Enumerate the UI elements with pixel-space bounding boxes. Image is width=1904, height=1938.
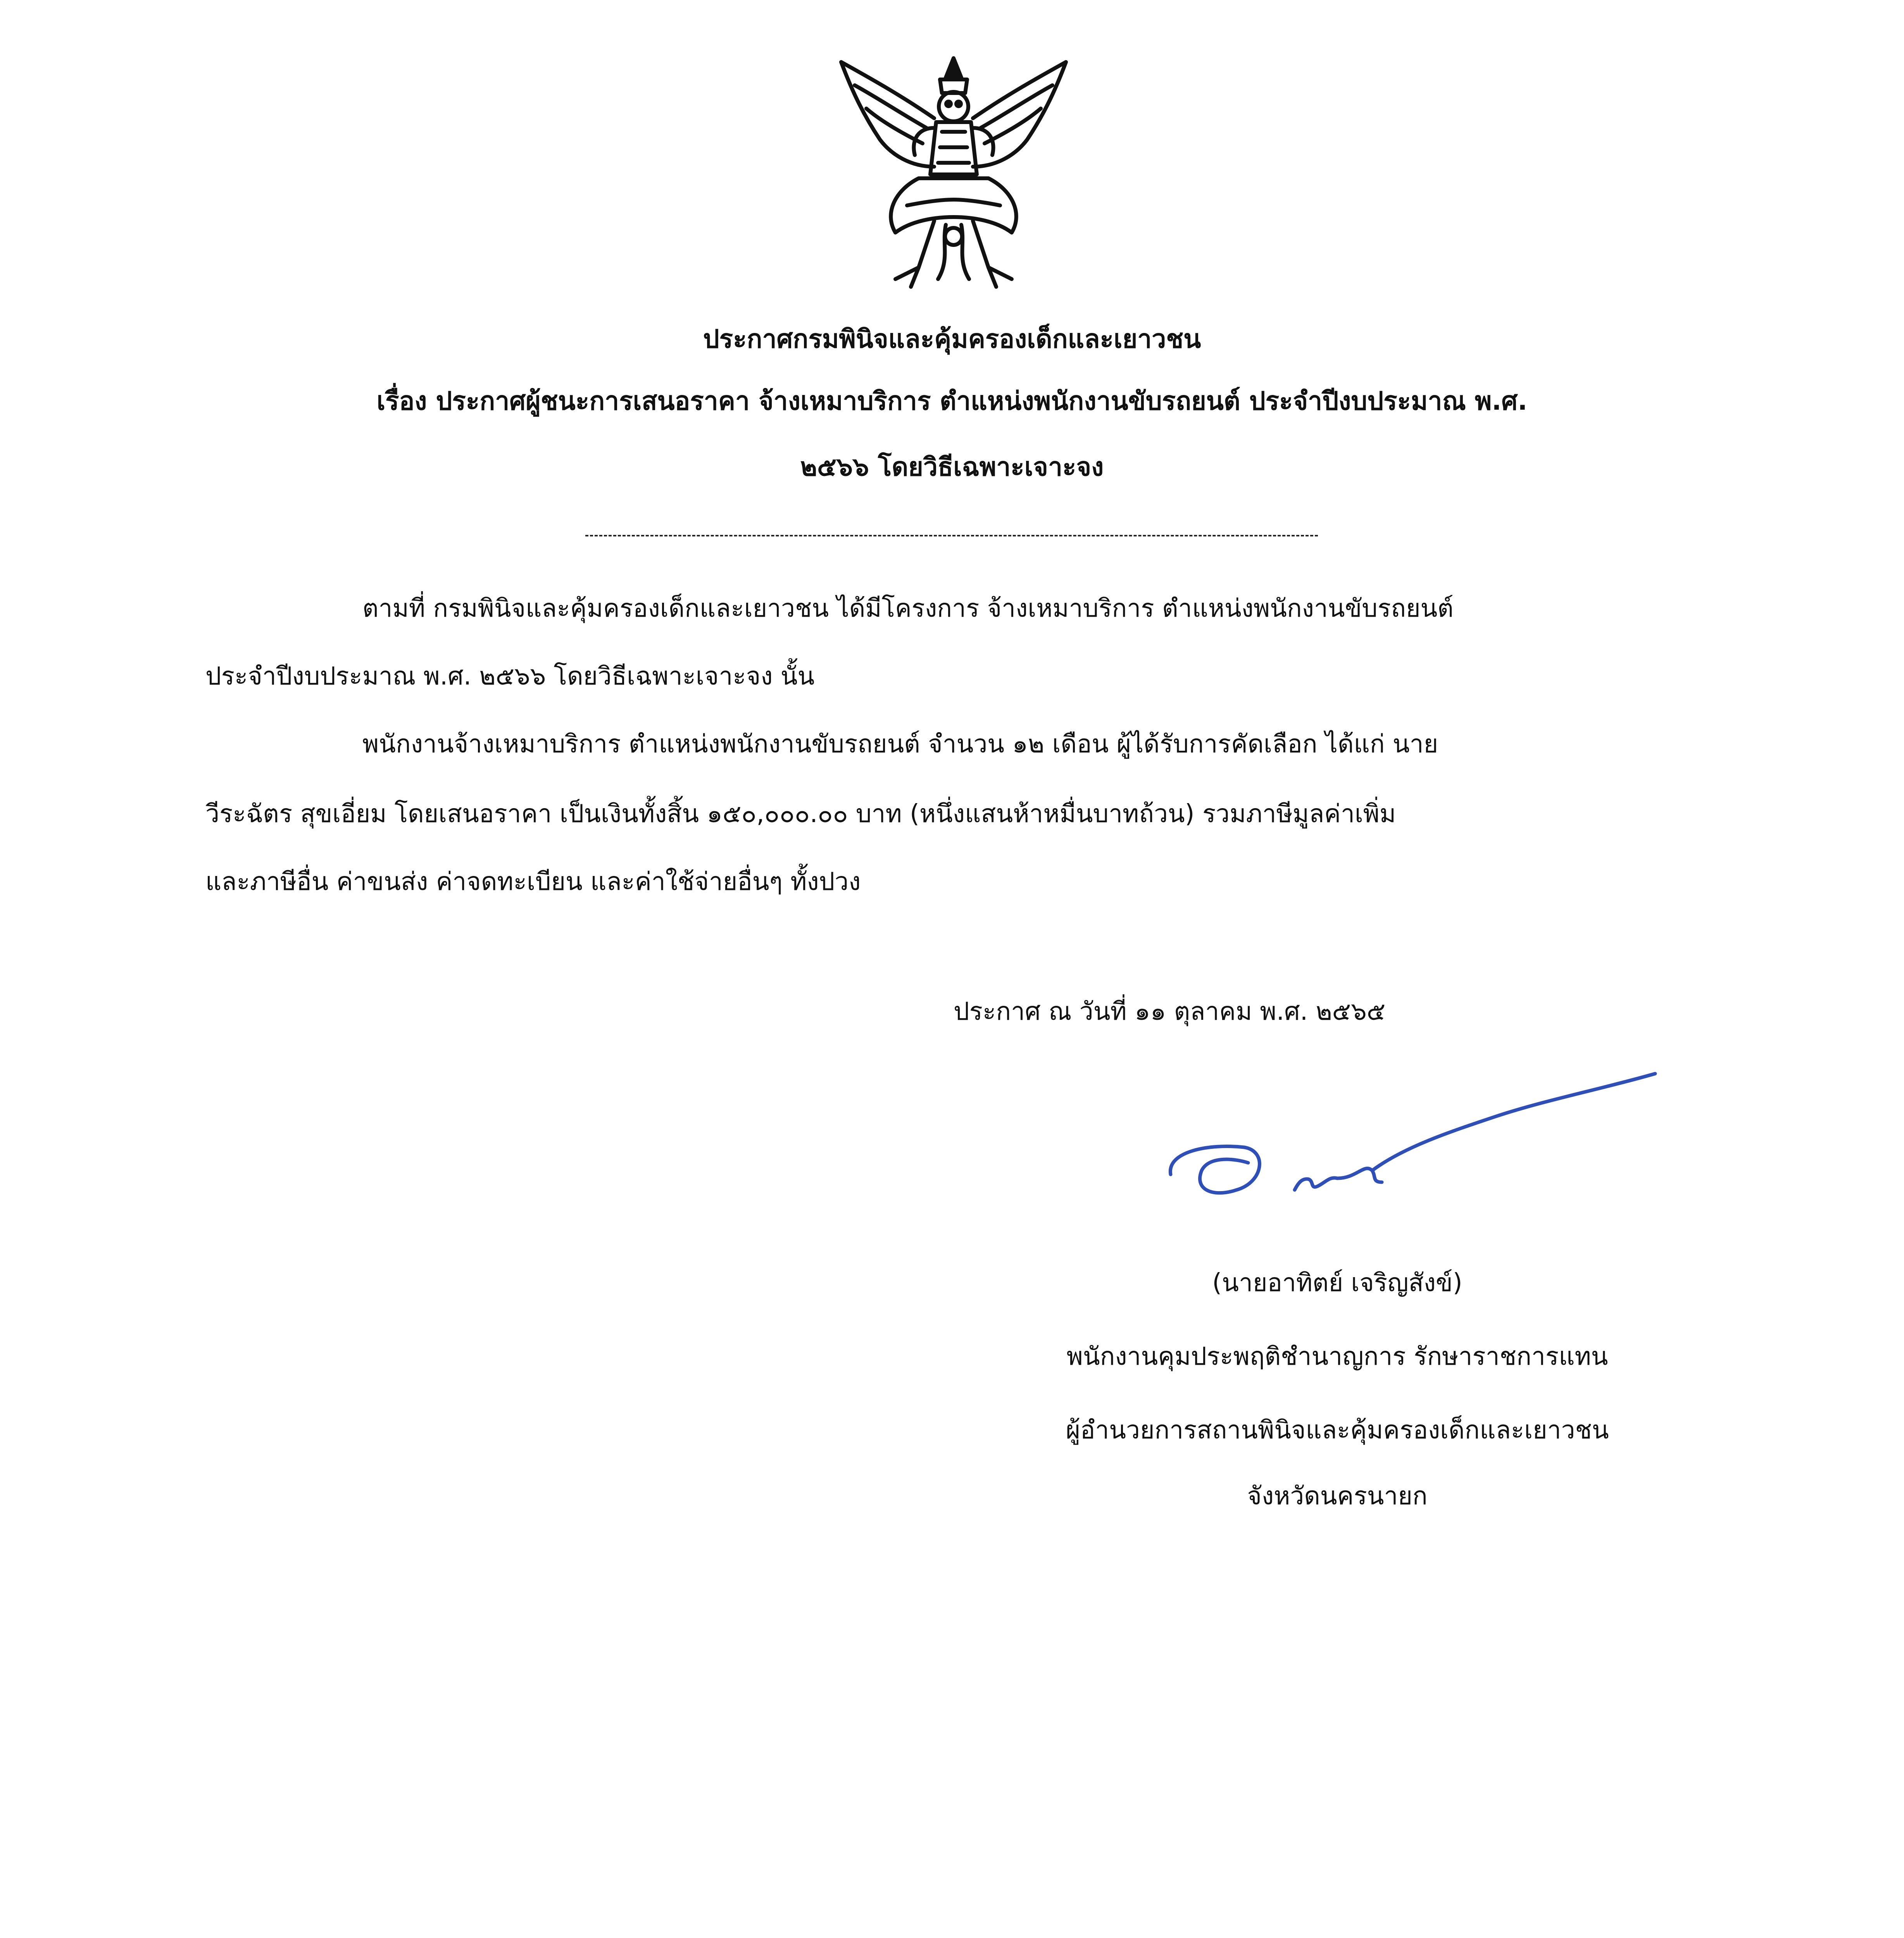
subject-line-1: เรื่อง ประกาศผู้ชนะการเสนอราคา จ้างเหมาบริการ ตำแหน่งพนักงานขับรถยนต์ ประจำปีงบประมาณ พ.ศ. xyxy=(376,386,1528,416)
paragraph-2-line-1: พนักงานจ้างเหมาบริการ ตำแหน่งพนักงานขับรถยนต์ จำนวน ๑๒ เดือน ผู้ได้รับการคัดเลือก ได้แก่ นาย xyxy=(362,730,1438,759)
paragraph-1-line-2: ประจำปีงบประมาณ พ.ศ. ๒๕๖๖ โดยวิธีเฉพาะเจาะจง นั้น xyxy=(205,662,815,691)
paragraph-2-line-3: และภาษีอื่น ค่าขนส่ง ค่าจดทะเบียน และค่าใช้จ่ายอื่นๆ ทั้งปวง xyxy=(205,867,861,896)
signer-position-1: พนักงานคุมประพฤติชำนาญการ รักษาราชการแทน xyxy=(1066,1342,1608,1371)
signer-name: (นายอาทิตย์ เจริญสังข์) xyxy=(1212,1269,1462,1297)
divider xyxy=(585,535,1318,536)
subject-line-2: ๒๕๖๖ โดยวิธีเฉพาะเจาะจง xyxy=(800,452,1104,482)
announcement-date: ประกาศ ณ วันที่ ๑๑ ตุลาคม พ.ศ. ๒๕๖๕ xyxy=(954,997,1386,1026)
paragraph-2-line-2: วีระฉัตร สุขเอี่ยม โดยเสนอราคา เป็นเงินทั้งสิ้น ๑๕๐,๐๐๐.๐๐ บาท (หนึ่งแสนห้าหมื่นบาทถ้วน) รวมภาษีมูลค่าเพิ่ม xyxy=(205,800,1396,828)
signer-position-2: ผู้อำนวยการสถานพินิจและคุ้มครองเด็กและเยาวชน xyxy=(1066,1416,1609,1445)
garuda-emblem-icon xyxy=(818,50,1089,298)
signer-position-3: จังหวัดนครนายก xyxy=(1247,1482,1428,1510)
document-title: ประกาศกรมพินิจและคุ้มครองเด็กและเยาวชน xyxy=(703,324,1201,354)
paragraph-1-line-1: ตามที่ กรมพินิจและคุ้มครองเด็กและเยาวชน ได้มีโครงการ จ้างเหมาบริการ ตำแหน่งพนักงานขับรถยนต์ xyxy=(362,594,1454,623)
handwritten-signature xyxy=(1155,1066,1698,1236)
